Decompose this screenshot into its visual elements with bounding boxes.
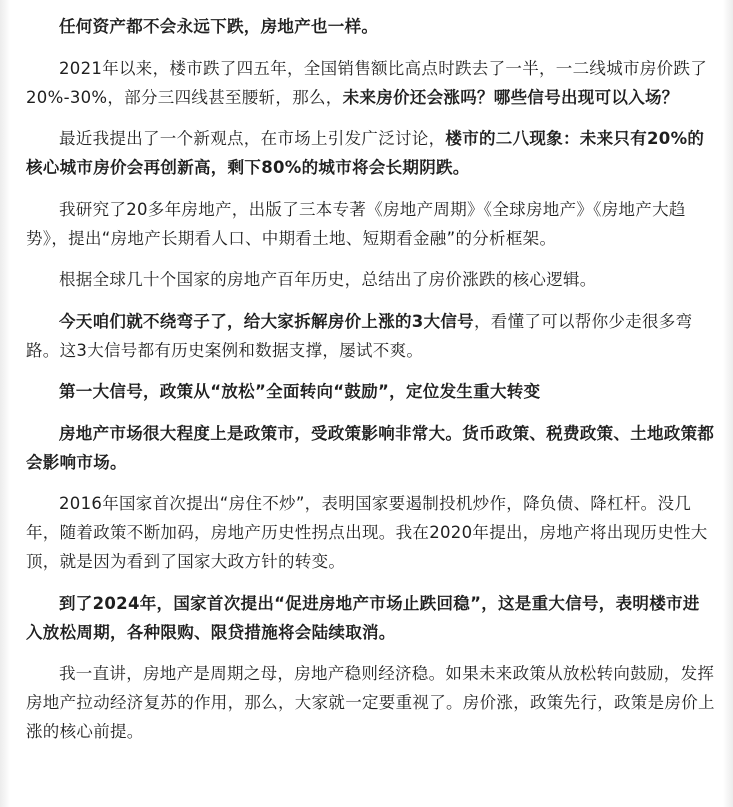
article-paragraph (26, 265, 715, 294)
bold-text-run: 今天咱们就不绕弯子了，给大家拆解房价上涨的3大信号 (59, 311, 474, 331)
article-paragraph (26, 659, 715, 746)
article-paragraph (26, 589, 715, 647)
bold-text-run: 未来房价还会涨吗？哪些信号出现可以入场？ (342, 87, 679, 107)
bold-text-run: 第一大信号，政策从“放松”全面转向“鼓励”，定位发生重大转变 (59, 382, 541, 401)
bold-text-run: 房地产市场很大程度上是政策市，受政策影响非常大。货币政策、税费政策、土地政策都会影响市场。 (26, 423, 715, 472)
article-paragraph (26, 419, 715, 477)
article-paragraph (26, 489, 715, 576)
article-paragraph (26, 124, 715, 182)
article-paragraph (26, 195, 715, 253)
article-paragraph (26, 377, 715, 406)
bold-text-run: 楼市的二八现象：未来只有20%的核心城市房价会再创新高，剩下80%的城市将会长期阴跌。 (26, 129, 705, 177)
text-run: 根据全球几十个国家的房地产百年历史，总结出了房价涨跌的核心逻辑。 (59, 270, 597, 289)
text-run: ，看懂了可以帮你少走很多弯路。这3大信号都有历史案例和数据支撑，屡试不爽。 (26, 311, 693, 360)
text-run: 我一直讲，房地产是周期之母，房地产稳则经济稳。如果未来政策从放松转向鼓励，发挥房地产拉动经济复苏的作用，那么，大家就一定要重视了。房价涨，政策先行，政策是房价上涨的核心前提。 (26, 664, 715, 741)
text-run: 2021年以来，楼市跌了四五年，全国销售额比高点时跌去了一半，一二线城市房价跌了20%-30%，部分三四线甚至腰斩，那么， (26, 58, 707, 107)
article-paragraph (26, 54, 715, 112)
article-paragraph (26, 12, 715, 41)
article-paragraph (26, 307, 715, 365)
article-body (26, 12, 715, 746)
bold-text-run: 任何资产都不会永远下跌，房地产也一样。 (59, 17, 379, 36)
text-run: 我研究了20多年房地产，出版了三本专著《房地产周期》《全球房地产》《房地产大趋势》，提出“房地产长期看人口、中期看土地、短期看金融”的分析框架。 (26, 199, 686, 248)
text-run: 最近我提出了一个新观点，在市场上引发广泛讨论， (59, 129, 446, 148)
bold-text-run: 到了2024年，国家首次提出“促进房地产市场止跌回稳”，这是重大信号，表明楼市进入放松周期，各种限购、限贷措施将会陆续取消。 (26, 593, 700, 642)
text-run: 2016年国家首次提出“房住不炒”，表明国家要遏制投机炒作，降负债、降杠杆。没几年，随着政策不断加码，房地产历史性拐点出现。我在2020年提出，房地产将出现历史性大顶，就是因为看到了国家大政方针的转变。 (26, 494, 708, 571)
